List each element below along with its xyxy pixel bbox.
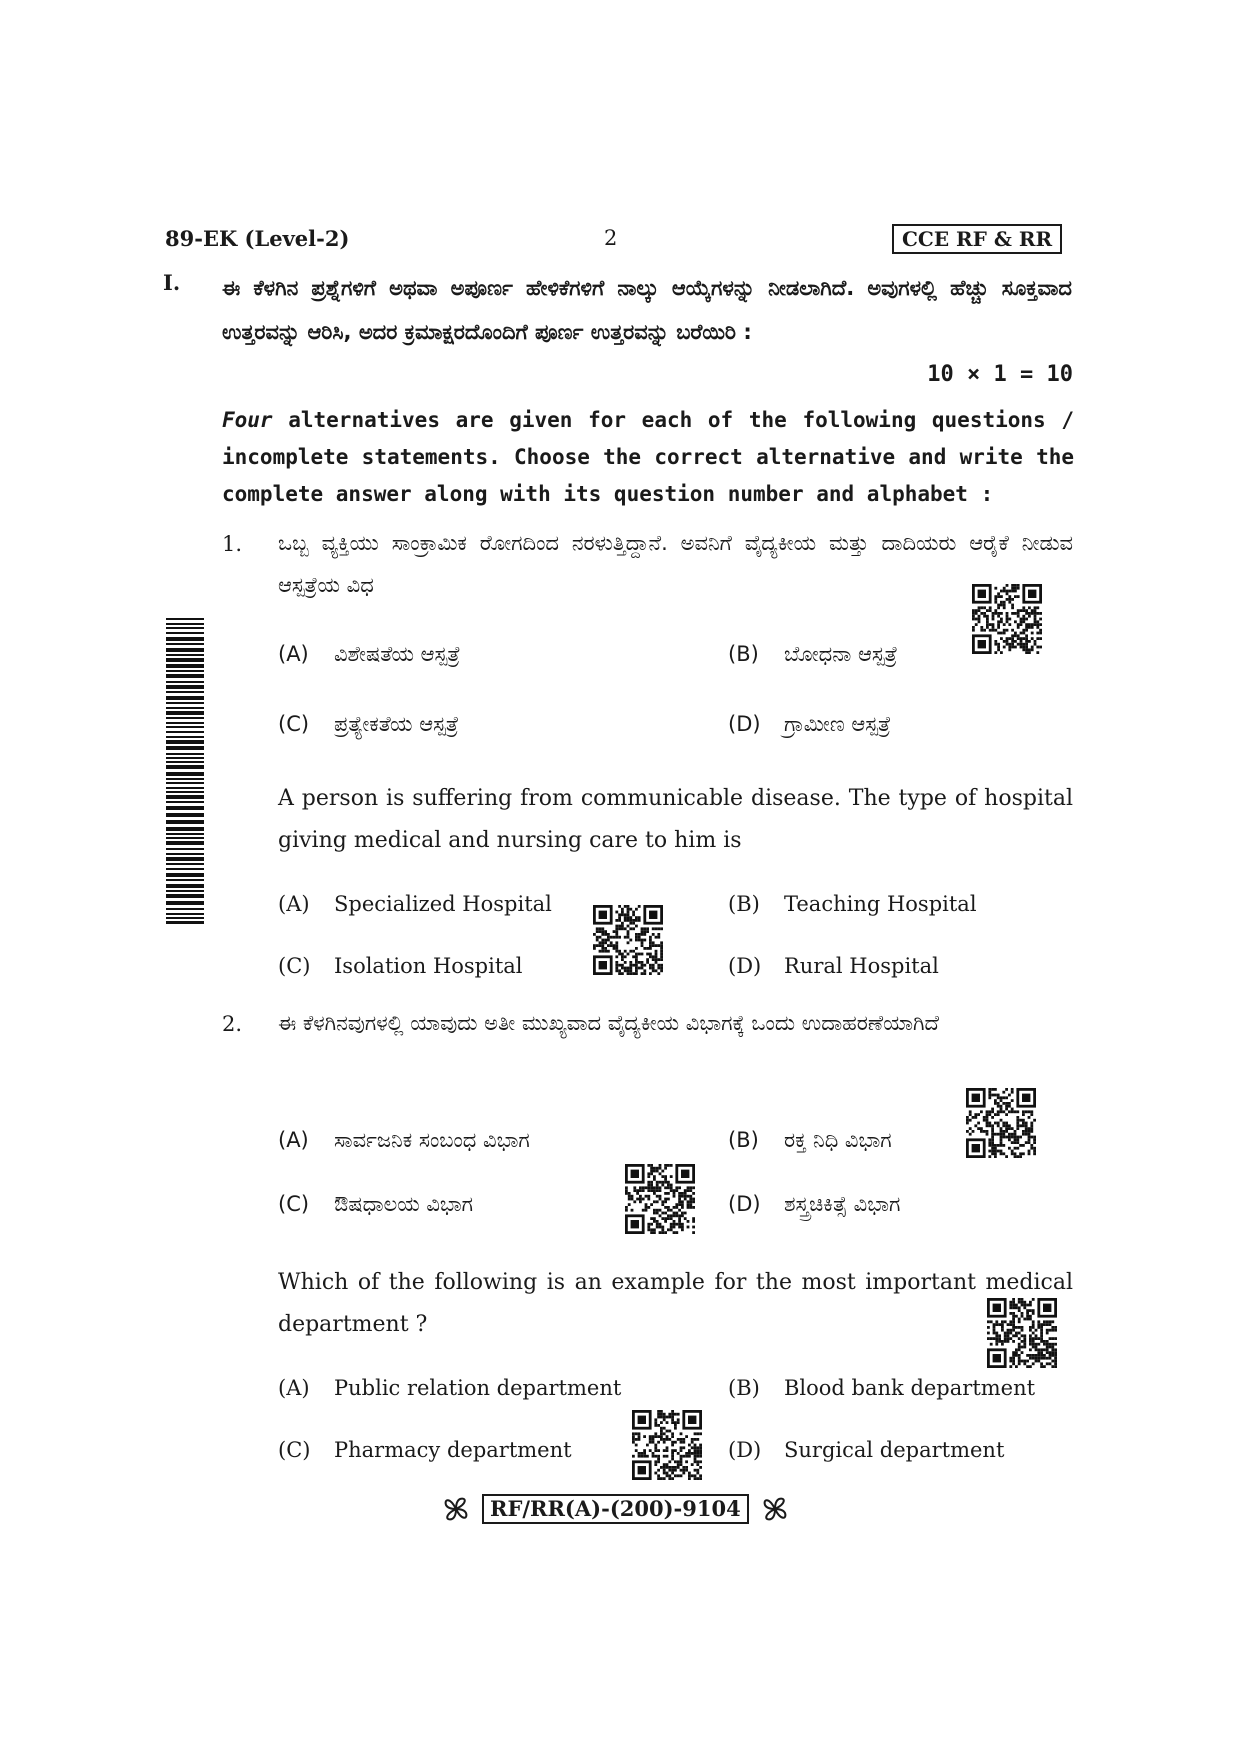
q2-en-option-c: (C) Pharmacy department [278, 1438, 572, 1462]
qr-code-icon [593, 905, 663, 975]
q1-en-option-d: (D) Rural Hospital [728, 954, 939, 978]
section-instruction-kn: ಈ ಕೆಳಗಿನ ಪ್ರಶ್ನೆಗಳಿಗೆ ಅಥವಾ ಅಪೂರ್ಣ ಹೇಳಿಕೆಗಳಿಗೆ ನಾಲ್ಕು ಆಯ್ಕೆಗಳನ್ನು ನೀಡಲಾಗಿದೆ. ಅವುಗಳಲ್ಲಿ ಹೆಚ್ಚು ಸೂಕ್ತವಾದ ಉತ್ತರವನ್ನು ಆರಿಸಿ, ಅದರ ಕ್ರಮಾಕ್ಷರದೊಂದಿಗೆ ಪೂರ್ಣ ಉತ್ತರವನ್ನು ಬರೆಯಿರಿ : [222, 276, 1072, 344]
q2-kn-option-d: (D) ಶಸ್ತ್ರಚಿಕಿತ್ಸೆ ವಿಭಾಗ [728, 1192, 901, 1216]
q2-kn-option-b: (B) ರಕ್ತ ನಿಧಿ ವಿಭಾಗ [728, 1128, 892, 1152]
q1-kn-option-a: (A) ವಿಶೇಷತೆಯ ಆಸ್ಪತ್ರೆ [278, 642, 461, 666]
question-2-text-en: Which of the following is an example for the most important medical department ? [278, 1270, 1073, 1337]
q1-en-option-b: (B) Teaching Hospital [728, 892, 977, 916]
qr-code-icon [987, 1298, 1057, 1368]
emphasis-four: Four [222, 408, 273, 432]
page-number: 2 [604, 226, 618, 250]
scheme-box: CCE RF & RR [892, 224, 1062, 254]
barcode-icon [166, 618, 204, 924]
question-2-text-kn: ಈ ಕೆಳಗಿನವುಗಳಲ್ಲಿ ಯಾವುದು ಅತೀ ಮುಖ್ಯವಾದ ವೈದ್ಯಕೀಯ ವಿಭಾಗಕ್ಕೆ ಒಂದು ಉದಾಹರಣೆಯಾಗಿದೆ [278, 1011, 939, 1035]
paper-code: 89-EK (Level-2) [165, 226, 350, 251]
qr-code-icon [966, 1088, 1036, 1158]
ornament-right-icon [759, 1493, 791, 1525]
question-1-text-kn: ಒಬ್ಬ ವ್ಯಕ್ತಿಯು ಸಾಂಕ್ರಾಮಿಕ ರೋಗದಿಂದ ನರಳುತ್ತಿದ್ದಾನೆ. ಅವನಿಗೆ ವೈದ್ಯಕೀಯ ಮತ್ತು ದಾದಿಯರು ಆರೈಕೆ ನೀಡುವ ಆಸ್ಪತ್ರೆಯ ವಿಧ [278, 531, 1073, 597]
question-1-number: 1. [222, 532, 243, 556]
qr-code-icon [632, 1410, 702, 1480]
section-number: I. [163, 270, 181, 295]
qr-code-icon [625, 1164, 695, 1234]
footer-code: RF/RR(A)-(200)-9104 [482, 1494, 749, 1524]
question-2-number: 2. [222, 1012, 243, 1036]
instruction-en-rest: alternatives are given for each of the following questions / incomplete statements. Choose the correct alternative and write the complete answer along with its question number and alphabet : [222, 408, 1074, 506]
q2-en-option-b: (B) Blood bank department [728, 1376, 1036, 1400]
marks-allocation: 10 × 1 = 10 [927, 362, 1073, 387]
q2-kn-option-a: (A) ಸಾರ್ವಜನಿಕ ಸಂಬಂಧ ವಿಭಾಗ [278, 1128, 530, 1152]
q1-en-option-c: (C) Isolation Hospital [278, 954, 523, 978]
q1-kn-option-c: (C) ಪ್ರತ್ಯೇಕತೆಯ ಆಸ್ಪತ್ರೆ [278, 712, 459, 736]
qr-code-icon [972, 584, 1042, 654]
question-1-text-en: A person is suffering from communicable disease. The type of hospital giving medical and nursing care to him is [278, 786, 1073, 853]
q1-kn-option-b: (B) ಬೋಧನಾ ಆಸ್ಪತ್ರೆ [728, 642, 898, 666]
q2-en-option-a: (A) Public relation department [278, 1376, 622, 1400]
q2-kn-option-c: (C) ಔಷಧಾಲಯ ವಿಭಾಗ [278, 1192, 474, 1216]
ornament-left-icon [440, 1493, 472, 1525]
section-instruction-en [222, 402, 1074, 513]
q1-kn-option-d: (D) ಗ್ರಾಮೀಣ ಆಸ್ಪತ್ರೆ [728, 712, 891, 736]
q1-en-option-a: (A) Specialized Hospital [278, 892, 552, 916]
q2-en-option-d: (D) Surgical department [728, 1438, 1005, 1462]
footer [440, 1493, 791, 1525]
